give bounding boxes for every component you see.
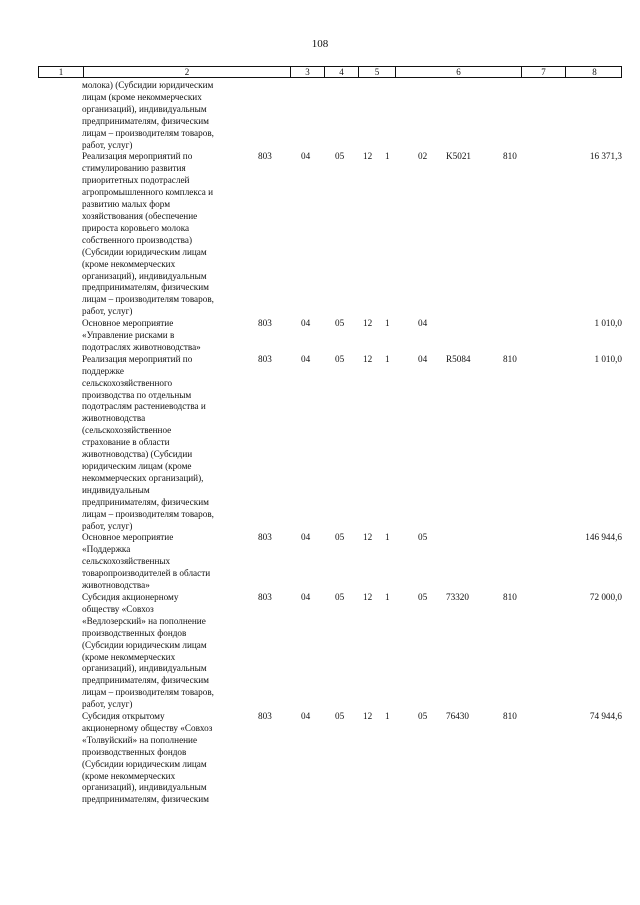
row-col-5: 05 bbox=[335, 318, 345, 329]
row-col-6-code: R5084 bbox=[446, 353, 471, 364]
row-col-5: 05 bbox=[335, 591, 345, 602]
row-description: Основное мероприятие «Поддержка сельскохозяйственных товаропроизводителей в области животноводства» bbox=[82, 532, 211, 591]
row-description: Реализация мероприятий по поддержке сельскохозяйственного производства по отдельным подотраслям растениеводства и животноводства (сельскохозяйственное страхование в области животноводства) (Субсидии юридическим лицам (кроме некоммерческих организаций), индивидуальным предпринимателям, физическим лицам – производителям товаров, работ, услуг) bbox=[82, 353, 214, 531]
table-header bbox=[38, 66, 622, 78]
row-col-8-amount: 74 944,6 bbox=[589, 711, 622, 722]
row-col-7: 810 bbox=[503, 151, 517, 162]
header-col-4: 4 bbox=[324, 67, 358, 77]
row-col-6-program: 12 bbox=[363, 151, 373, 162]
row-col-5: 05 bbox=[335, 532, 345, 543]
row-col-3: 803 bbox=[258, 711, 272, 722]
header-col-7: 7 bbox=[521, 67, 565, 77]
table-row bbox=[0, 711, 640, 806]
row-col-6-event: 05 bbox=[418, 711, 428, 722]
row-description: Субсидия открытому акционерному обществу «Совхоз «Толвуйский» на пополнение производственных фондов (Субсидии юридическим лицам (кроме некоммерческих организаций), индивидуальным предпринимателям, физическим bbox=[82, 711, 213, 805]
row-col-4: 04 bbox=[301, 532, 311, 543]
row-col-6-subprogram: 1 bbox=[385, 532, 390, 543]
row-col-7: 810 bbox=[503, 711, 517, 722]
row-description: Субсидия акционерному обществу «Совхоз «Ведлозерский» на пополнение производственных фондов (Субсидии юридическим лицам (кроме некоммерческих организаций), индивидуальным предпринимателям, физическим лицам – производителям товаров, работ, услуг) bbox=[82, 591, 214, 710]
row-col-5: 05 bbox=[335, 151, 345, 162]
row-col-6-subprogram: 1 bbox=[385, 151, 390, 162]
row-col-8-amount: 1 010,0 bbox=[594, 353, 622, 364]
row-col-6-subprogram: 1 bbox=[385, 711, 390, 722]
row-col-8-amount: 16 371,3 bbox=[589, 151, 622, 162]
row-col-8-amount: 146 944,6 bbox=[585, 532, 622, 543]
header-col-8: 8 bbox=[565, 67, 623, 77]
row-col-4: 04 bbox=[301, 591, 311, 602]
row-col-5: 05 bbox=[335, 353, 345, 364]
row-col-6-program: 12 bbox=[363, 711, 373, 722]
row-col-6-event: 05 bbox=[418, 532, 428, 543]
row-col-6-code: 73320 bbox=[446, 591, 469, 602]
row-col-4: 04 bbox=[301, 318, 311, 329]
row-col-3: 803 bbox=[258, 318, 272, 329]
row-col-3: 803 bbox=[258, 532, 272, 543]
row-description: Реализация мероприятий по стимулированию развития приоритетных подотраслей агропромышленного комплекса и развитию малых форм хозяйствования (обеспечение прироста коровьего молока собственного производства) (Субсидии юридическим лицам (кроме некоммерческих организаций), индивидуальным предпринимателям, физическим лицам – производителям товаров, работ, услуг) bbox=[82, 151, 214, 317]
row-col-7: 810 bbox=[503, 591, 517, 602]
row-col-3: 803 bbox=[258, 353, 272, 364]
row-col-5: 05 bbox=[335, 711, 345, 722]
table-row bbox=[0, 592, 640, 711]
row-col-6-subprogram: 1 bbox=[385, 353, 390, 364]
row-col-8-amount: 72 000,0 bbox=[589, 591, 622, 602]
row-col-8-amount: 1 010,0 bbox=[594, 318, 622, 329]
header-col-6: 6 bbox=[395, 67, 521, 77]
header-col-1: 1 bbox=[58, 67, 64, 77]
row-col-3: 803 bbox=[258, 151, 272, 162]
row-col-4: 04 bbox=[301, 151, 311, 162]
row-col-6-program: 12 bbox=[363, 591, 373, 602]
row-col-6-subprogram: 1 bbox=[385, 318, 390, 329]
row-description: Основное мероприятие «Управление рисками в подотраслях животноводства» bbox=[82, 318, 201, 352]
row-col-4: 04 bbox=[301, 353, 311, 364]
row-col-3: 803 bbox=[258, 591, 272, 602]
row-col-4: 04 bbox=[301, 711, 311, 722]
row-col-6-program: 12 bbox=[363, 532, 373, 543]
row-col-6-program: 12 bbox=[363, 318, 373, 329]
page-number: 108 bbox=[311, 38, 329, 50]
row-col-6-event: 05 bbox=[418, 591, 428, 602]
row-col-7: 810 bbox=[503, 353, 517, 364]
row-col-6-code: 76430 bbox=[446, 711, 469, 722]
row-col-6-program: 12 bbox=[363, 353, 373, 364]
table-row bbox=[0, 318, 640, 354]
row-col-6-event: 04 bbox=[418, 318, 428, 329]
row-col-6-event: 02 bbox=[418, 151, 428, 162]
table-body bbox=[0, 80, 640, 806]
row-col-6-code: K5021 bbox=[446, 151, 472, 162]
table-row bbox=[0, 80, 640, 151]
header-col-2: 2 bbox=[83, 67, 290, 77]
header-col-3: 3 bbox=[290, 67, 324, 77]
table-row bbox=[0, 532, 640, 592]
row-description: молока) (Субсидии юридическим лицам (кроме некоммерческих организаций), индивидуальным предпринимателям, физическим лицам – производителям товаров, работ, услуг) bbox=[82, 80, 214, 150]
row-col-6-event: 04 bbox=[418, 353, 428, 364]
table-row bbox=[0, 354, 640, 533]
row-col-6-subprogram: 1 bbox=[385, 591, 390, 602]
table-row bbox=[0, 151, 640, 318]
header-col-5: 5 bbox=[358, 67, 395, 77]
